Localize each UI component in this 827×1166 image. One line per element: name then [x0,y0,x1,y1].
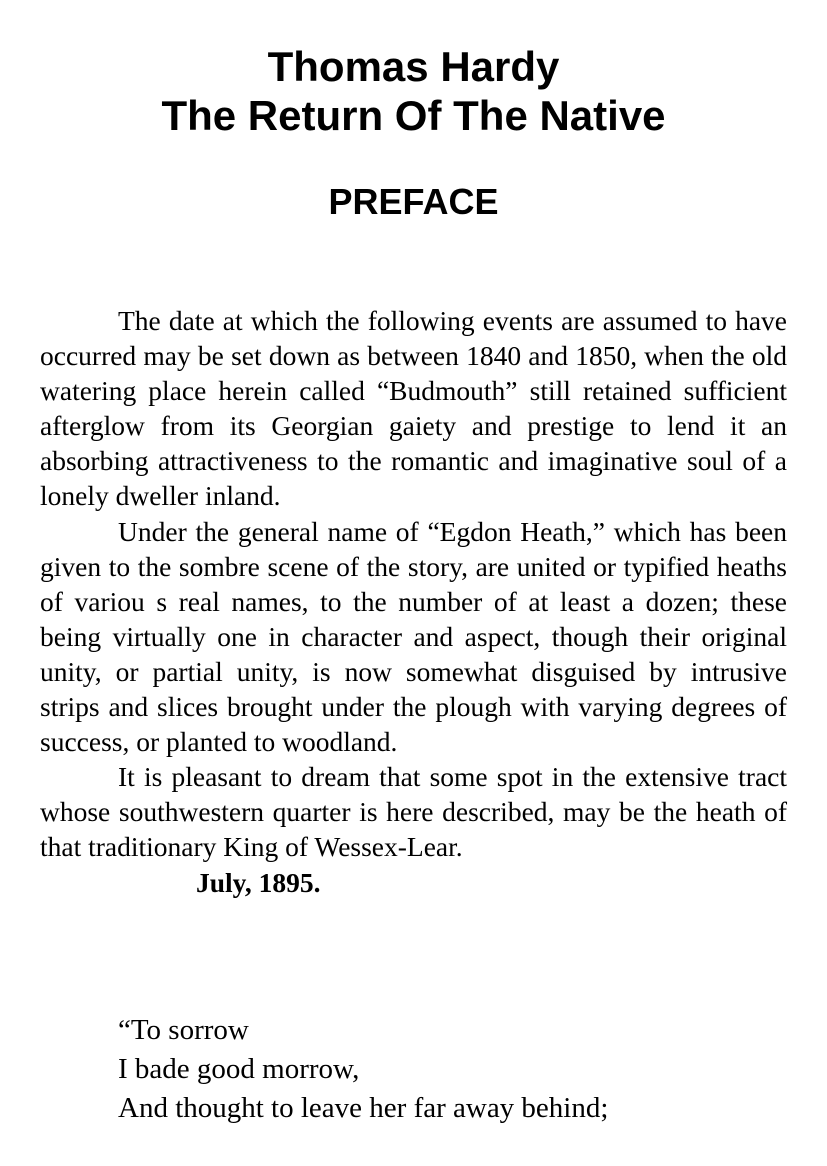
book-title-block [0,42,827,140]
signature-date: July, 1895. [196,866,321,898]
paragraph: The date at which the following events are assumed to have occurred may be set down as between 1840 and 1850, when the old watering place herein called “Budmouth” still retained sufficient afterglow from its Georgian gaiety and prestige to lend it an absorbing attractiveness to the romantic and imaginative soul of a lonely dweller inland. [40,305,787,512]
poem-epigraph [118,1011,608,1128]
paragraph: It is pleasant to dream that some spot in the extensive tract whose southwestern quarter is here described, may be the heath of that traditionary King of Wessex-Lear. [40,761,787,863]
author-name: Thomas Hardy [267,43,560,90]
poem-line: “To sorrow [118,1014,249,1046]
poem-line: I bade good morrow, [118,1053,360,1085]
book-title: The Return Of The Native [161,92,666,139]
paragraph: Under the general name of “Egdon Heath,” which has been given to the sombre scene of the story, are united or typified heaths of variou s real names, to the number of at least a dozen; these being virtually one in character and aspect, though their original unity, or partial unity, is now somewhat disguised by intrusive strips and slices brought under the plough with varying degrees of success, or planted to woodland. [40,515,787,758]
preface-body [40,303,787,900]
preface-heading: PREFACE [328,181,499,222]
poem-line: And thought to leave her far away behind; [118,1092,609,1124]
